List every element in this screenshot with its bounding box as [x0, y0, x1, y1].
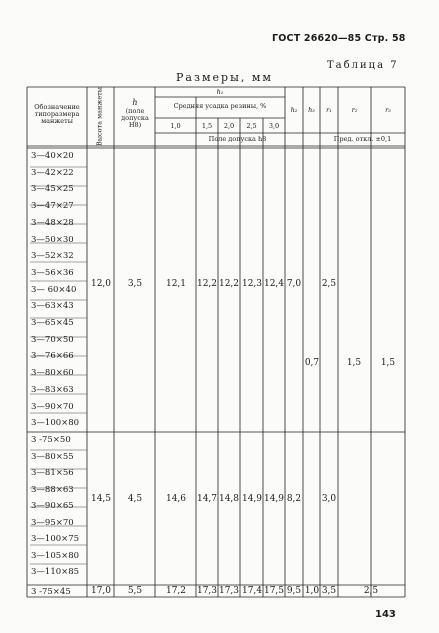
g3-shrink-30: 17,5	[263, 586, 285, 596]
g2-height: 14,5	[90, 494, 112, 504]
table-row: 3—48×28	[31, 218, 74, 228]
g1-shrink-20: 12,2	[218, 279, 240, 289]
header-h2: h₂	[290, 106, 298, 114]
header-shrink-20: 2,0	[223, 122, 235, 130]
header-r2: r₂	[351, 106, 358, 114]
table-row: 3—42×22	[31, 168, 74, 178]
table-row: 3—45×25	[31, 184, 74, 194]
g2-shrink-15: 14,7	[196, 494, 218, 504]
g2-h: 4,5	[127, 494, 143, 504]
g3-shrink-10: 17,2	[165, 586, 187, 596]
header-shrink-30: 3,0	[268, 122, 280, 130]
g2-r1: 3,0	[321, 494, 337, 504]
table-row: 3—100×80	[31, 418, 80, 428]
g3-shrink-15: 17,3	[196, 586, 218, 596]
table-row: 3—47×27	[31, 201, 74, 211]
table-row: 3—81×56	[31, 468, 74, 478]
header-tolerance-h8: Поле допуска h8	[208, 135, 267, 143]
g1-r1: 2,5	[321, 279, 337, 289]
table-row: 3—90×70	[31, 402, 74, 412]
header-h-note: (поле допуска H8)	[121, 107, 149, 129]
g3-height: 17,0	[90, 586, 112, 596]
table-row: 3—63×43	[31, 301, 74, 311]
table-row: 3—80×60	[31, 368, 74, 378]
g2-h2: 8,2	[286, 494, 302, 504]
g1-shrink-10: 12,1	[165, 279, 187, 289]
g3-shrink-20: 17,3	[218, 586, 240, 596]
shared-r3: 1,5	[380, 358, 396, 368]
header-height: Высота манжеты	[95, 87, 104, 146]
header-shrink-15: 1,5	[201, 122, 213, 130]
header-tolerance-pred: Пред. откл. ±0,1	[333, 135, 392, 143]
g2-shrink-25: 14,9	[241, 494, 263, 504]
g1-shrink-25: 12,3	[241, 279, 263, 289]
g3-h: 5,5	[127, 586, 143, 596]
g3-r2-r3: 2,5	[363, 586, 379, 596]
g1-h: 3,5	[127, 279, 143, 289]
table-row: 3—80×55	[31, 452, 74, 462]
shared-r2: 1,5	[346, 358, 362, 368]
table-row: 3—110×85	[31, 567, 80, 577]
table-row: 3—95×70	[31, 518, 74, 528]
table-row: 3—65×45	[31, 318, 74, 328]
header-h: h	[132, 98, 138, 107]
table-row: 3—52×32	[31, 251, 74, 261]
table-row: 3—83×63	[31, 385, 74, 395]
g1-h2: 7,0	[286, 279, 302, 289]
g3-h2: 9,5	[286, 586, 302, 596]
table-row: 3—88×63	[31, 485, 74, 495]
header-shrink-25: 2,5	[246, 122, 257, 130]
table-caption: Размеры, мм	[176, 71, 273, 84]
g3-h3: 1,0	[304, 586, 320, 596]
table-row: 3— 60×40	[31, 285, 77, 295]
table-row: 3—56×36	[31, 268, 74, 278]
g2-shrink-30: 14,9	[263, 494, 285, 504]
g1-shrink-15: 12,2	[196, 279, 218, 289]
header-h1: h₁	[216, 88, 224, 96]
table-row: 3—90×65	[31, 501, 74, 511]
g3-shrink-25: 17,4	[241, 586, 263, 596]
table-row: 3—50×30	[31, 235, 74, 245]
header-r3: r₃	[385, 106, 391, 114]
g3-r1: 3,5	[321, 586, 337, 596]
table-row: 3—100×75	[31, 534, 80, 544]
table-row: 3—76×66	[31, 351, 74, 361]
header-shrink: Средняя усадка резины, %	[173, 102, 267, 110]
table-row: 3—40×20	[31, 151, 74, 161]
g1-height: 12,0	[90, 279, 112, 289]
g2-shrink-20: 14,8	[218, 494, 240, 504]
header-shrink-10: 1,0	[170, 122, 181, 130]
g1-shrink-30: 12,4	[263, 279, 285, 289]
table-row: 3—105×80	[31, 551, 80, 561]
shared-h3: 0,7	[304, 358, 320, 368]
header-r1: r₁	[326, 106, 332, 114]
table-row: 3 -75×50	[31, 435, 71, 445]
table-row: 3 -75×45	[31, 587, 71, 597]
header-h3: h₃	[308, 106, 315, 114]
table-row: 3—70×50	[31, 335, 74, 345]
g2-shrink-10: 14,6	[165, 494, 187, 504]
page-header: ГОСТ 26620—85 Стр. 58	[272, 33, 406, 44]
header-designation: Обозначение типоразмера манжеты	[34, 103, 80, 125]
page-number: 143	[375, 609, 396, 620]
table-label: Таблица 7	[327, 60, 399, 71]
